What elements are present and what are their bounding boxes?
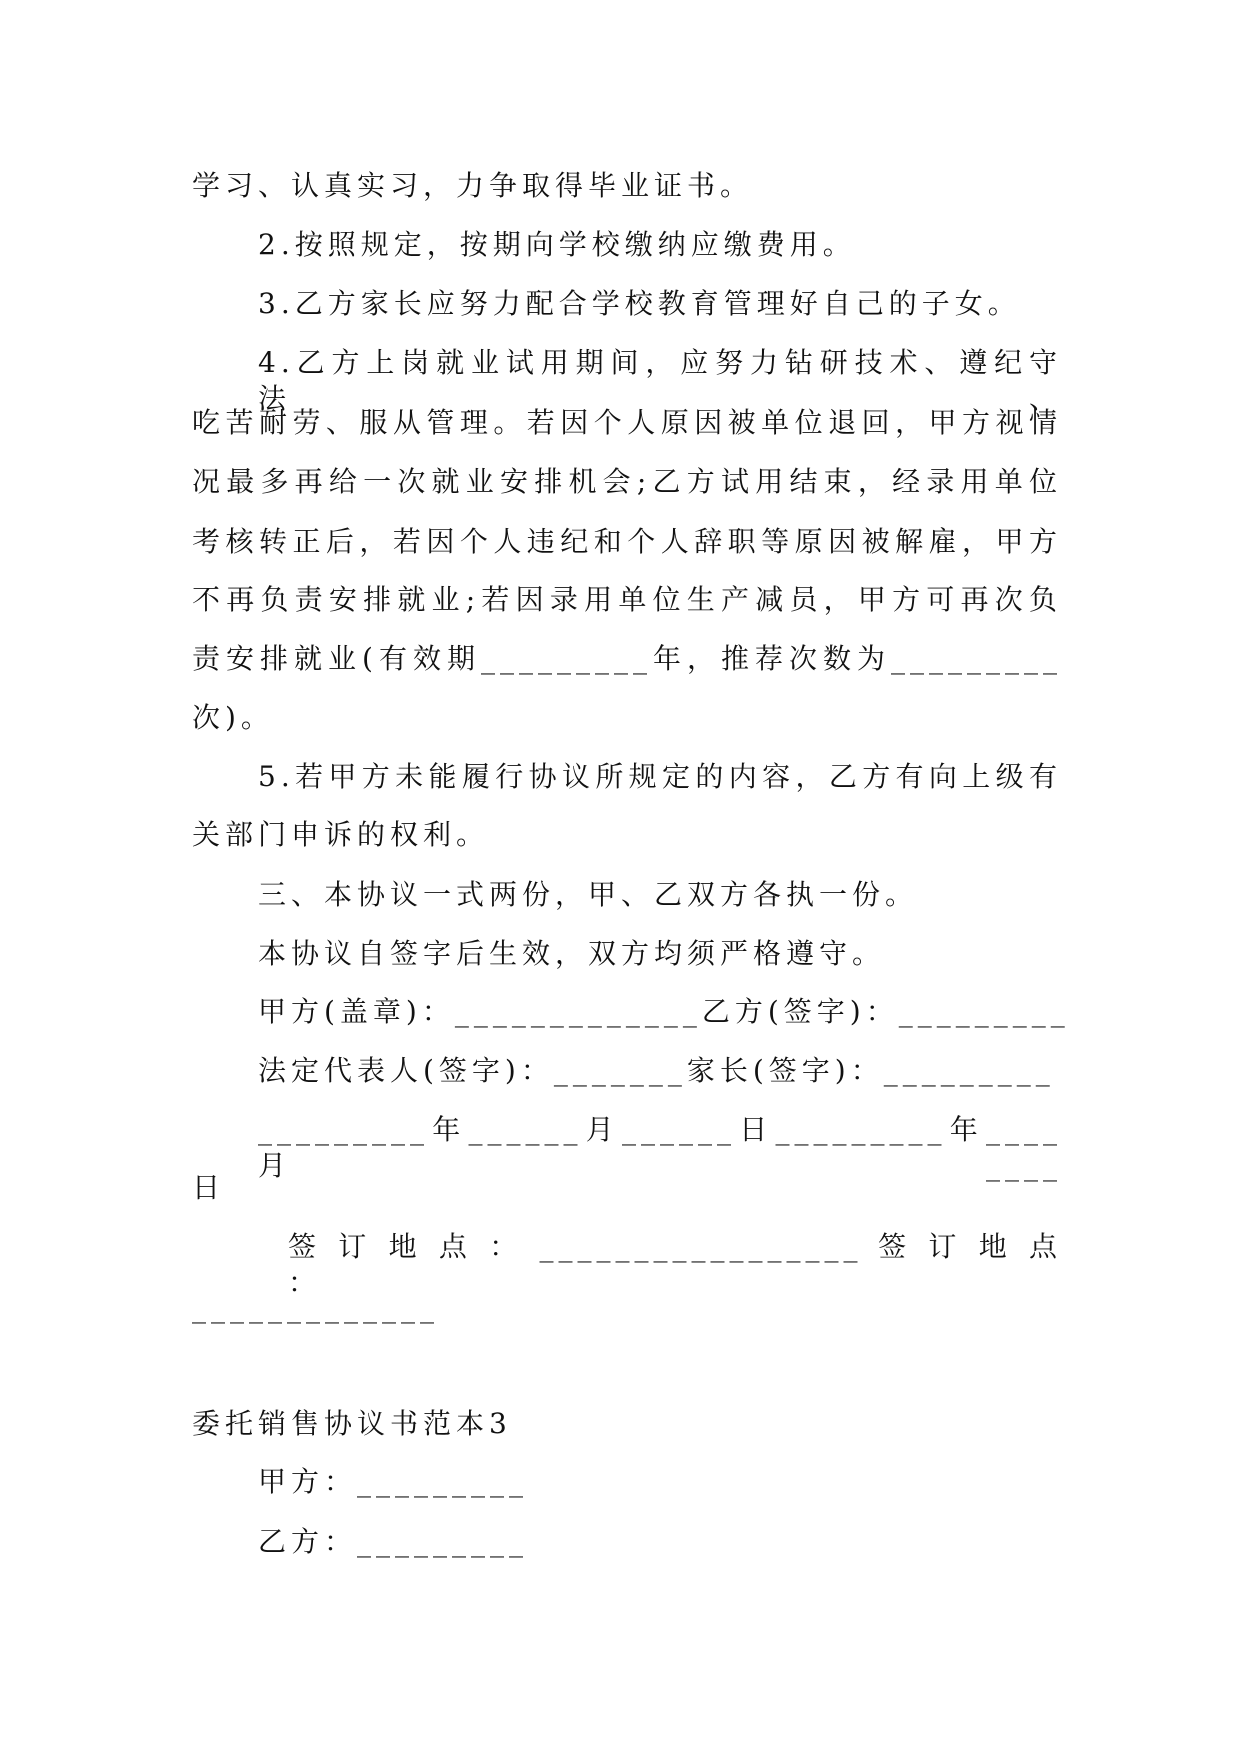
paragraph-line: 吃苦耐劳、服从管理。若因个人原因被单位退回，甲方视情 xyxy=(192,406,1062,439)
section-title: 委托销售协议书范本3 xyxy=(192,1407,512,1440)
paragraph-line: 况最多再给一次就业安排机会;乙方试用结束，经录用单位 xyxy=(192,465,1062,498)
paragraph-line: 学习、认真实习，力争取得毕业证书。 xyxy=(192,169,754,202)
clause-2: 2.按照规定，按期向学校缴纳应缴费用。 xyxy=(258,228,856,261)
paragraph-line: 次)。 xyxy=(192,701,274,734)
clause-4: 4.乙方上岗就业试用期间，应努力钻研技术、遵纪守法、 xyxy=(258,346,1062,415)
clause-5: 5.若甲方未能履行协议所规定的内容，乙方有向上级有 xyxy=(258,760,1062,793)
date-line-end: 日 xyxy=(192,1171,226,1204)
party-b-line: 乙方：_________ xyxy=(258,1525,529,1558)
paragraph-line: 关部门申诉的权利。 xyxy=(192,818,490,851)
party-a-line: 甲方：_________ xyxy=(258,1465,529,1498)
effect-clause: 本协议自签字后生效，双方均须严格遵守。 xyxy=(258,937,886,970)
signing-place-blank: _____________ xyxy=(192,1291,439,1324)
clause-3: 3.乙方家长应努力配合学校教育管理好自己的子女。 xyxy=(258,287,1021,320)
paragraph-line: 考核转正后，若因个人违纪和个人辞职等原因被解雇，甲方 xyxy=(192,525,1062,558)
signature-party-line: 甲方(盖章)：_____________乙方(签字)：_________ xyxy=(258,995,1070,1028)
section-3: 三、本协议一式两份，甲、乙双方各执一份。 xyxy=(258,878,919,911)
paragraph-line: 不再负责安排就业;若因录用单位生产减员，甲方可再次负 xyxy=(192,583,1062,616)
signing-place-line: 签 订 地 点 ： _________________ 签 订 地 点 ： xyxy=(288,1230,1062,1299)
signature-representative-line: 法定代表人(签字)：_______家长(签字)：_________ xyxy=(258,1054,1055,1087)
paragraph-line: 责安排就业(有效期_________年，推荐次数为_________ xyxy=(192,642,1062,675)
date-line: _________年______月______日_________年____月____ xyxy=(258,1113,1062,1182)
